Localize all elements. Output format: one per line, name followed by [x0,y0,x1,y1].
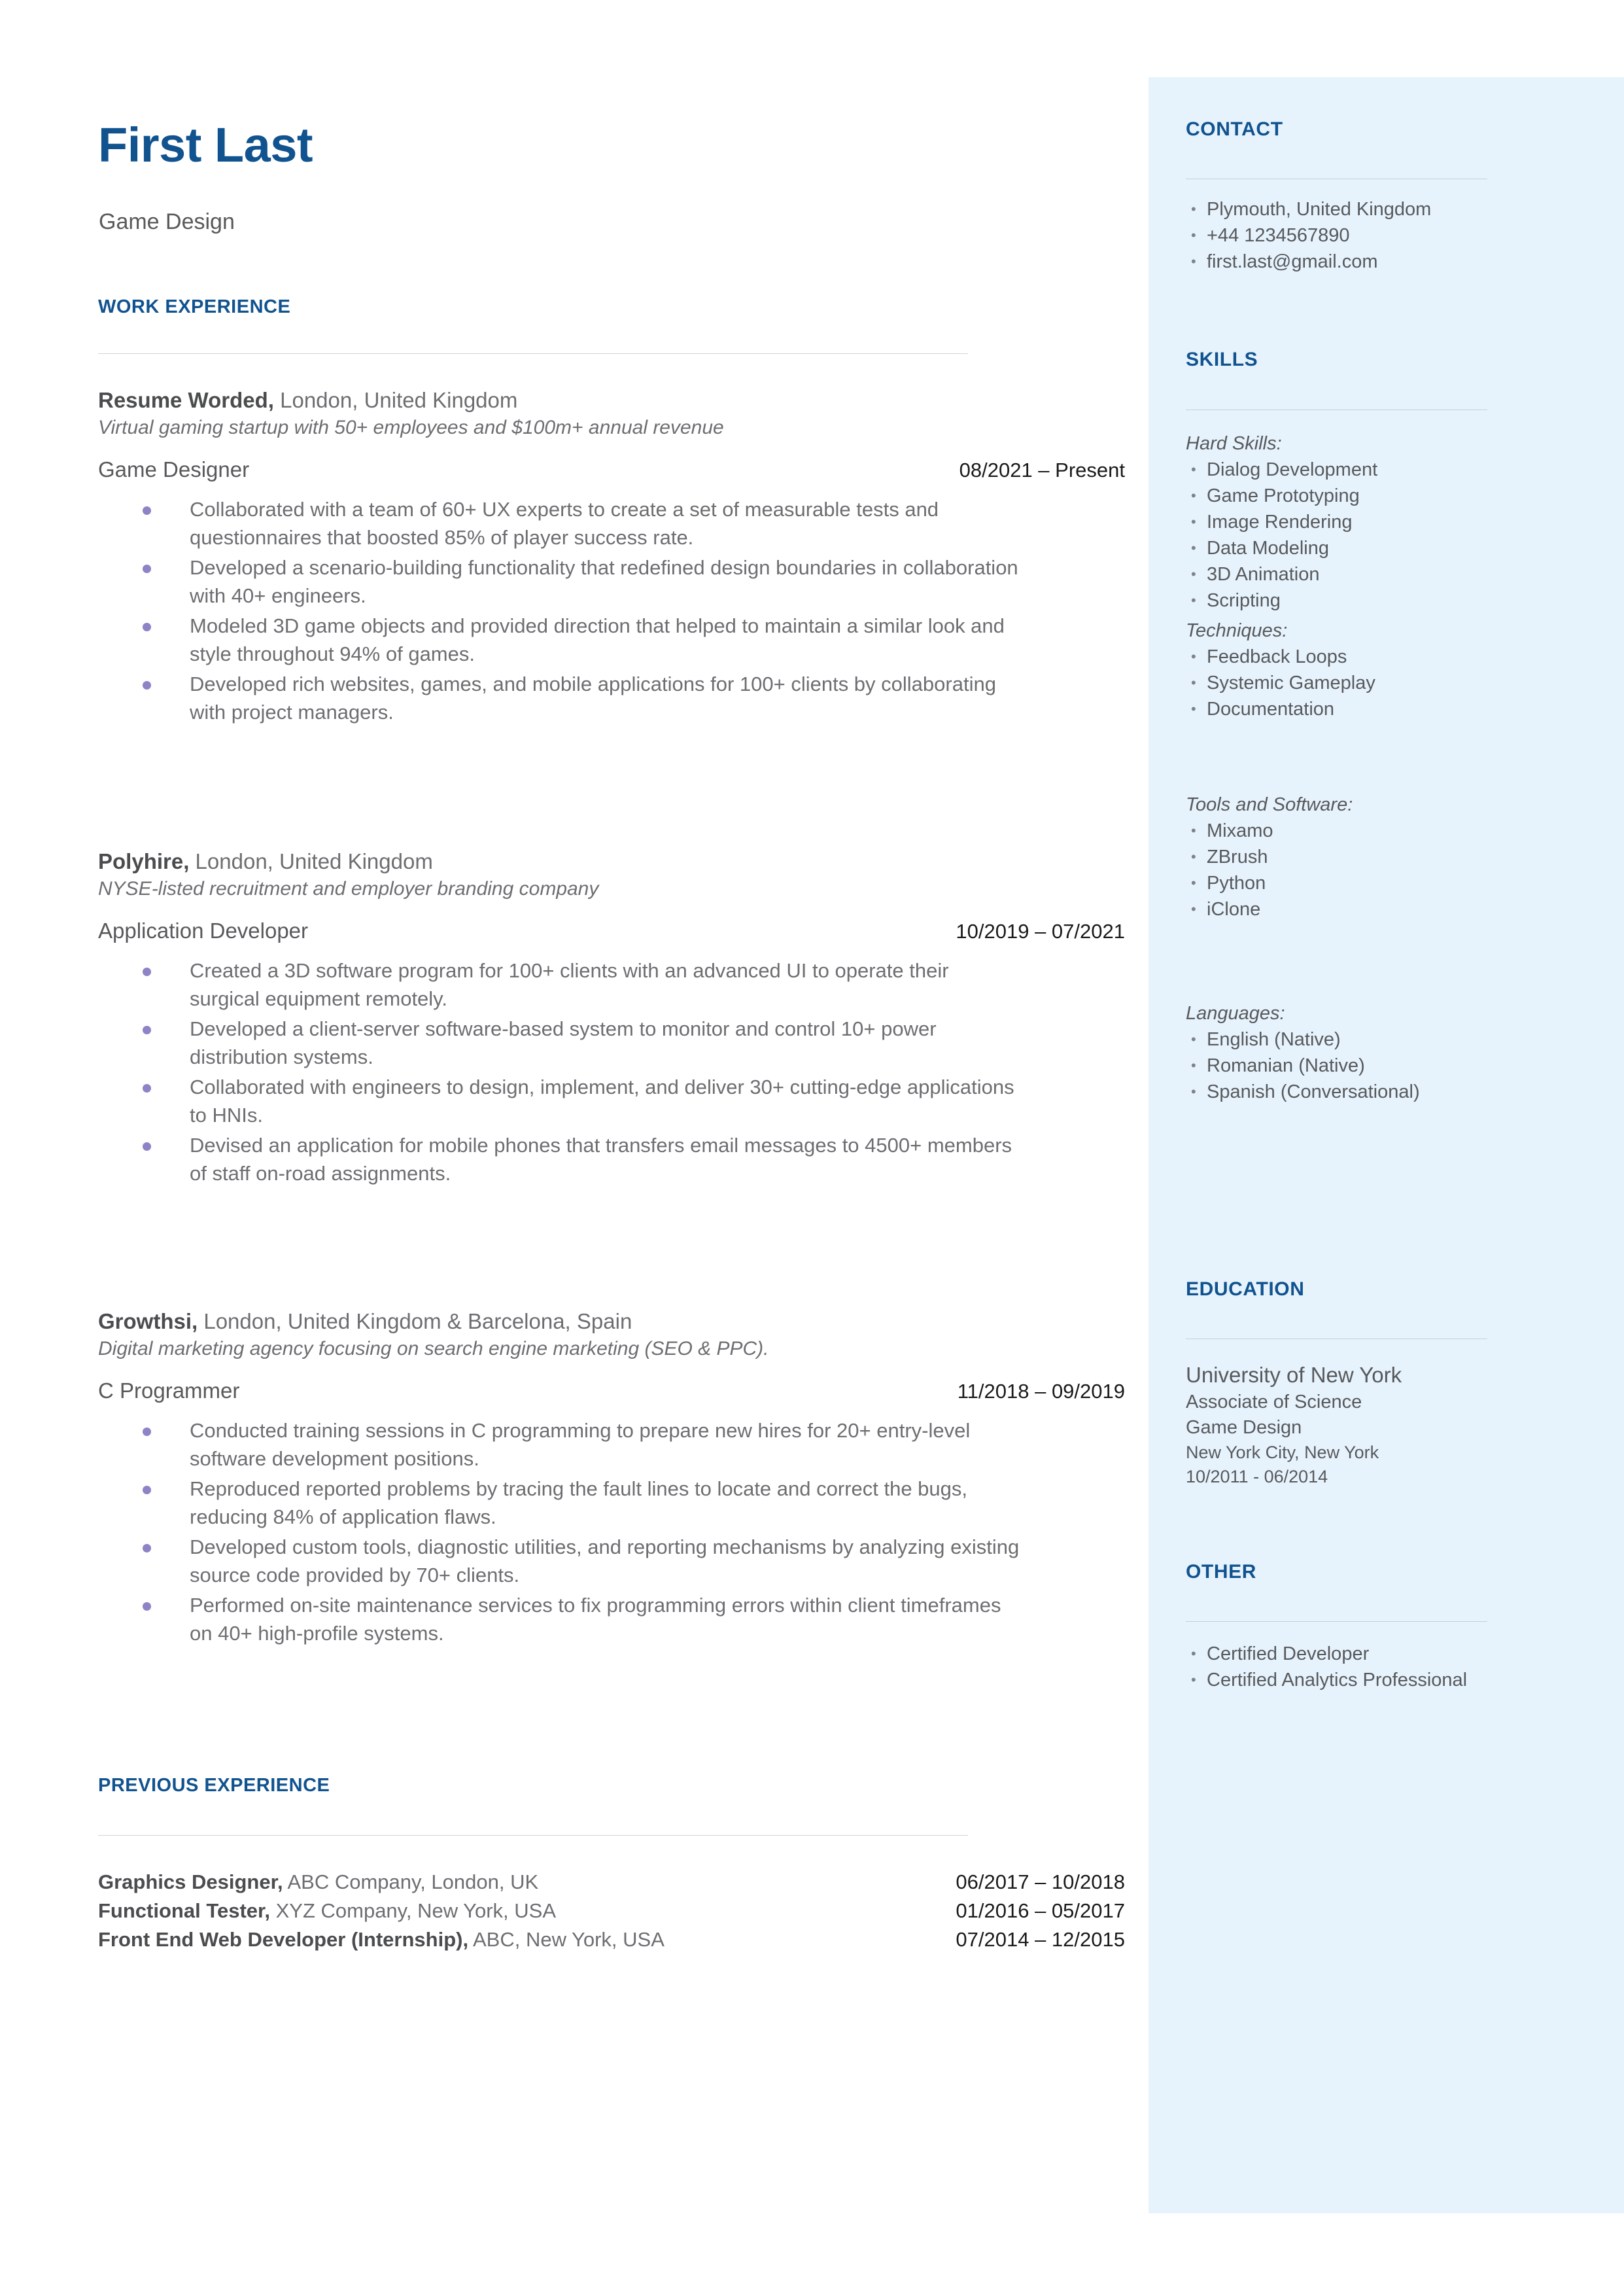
contact-item-location: • Plymouth, United Kingdom [1186,196,1431,222]
skill-group-techniques [1186,618,1375,722]
divider-work-experience [98,353,968,354]
divider-previous-experience [98,1835,968,1836]
job-role-dates: 11/2018 – 09/2019 [957,1380,1125,1403]
education-entry [1186,1361,1402,1489]
job-company-name: Growthsi, [98,1309,198,1333]
job-bullet-list [98,495,1020,726]
job-bullet: Developed custom tools, diagnostic utilities, and reporting mechanisms by analyzing existing source code provided by 70+ clients. [98,1533,1020,1589]
skill-item: • Python [1186,870,1353,896]
other-item: • Certified Analytics Professional [1186,1667,1493,1693]
skill-item: • 3D Animation [1186,561,1377,587]
job-bullet: Developed a scenario-building functionality that redefined design boundaries in collaboration with 40+ engineers. [98,553,1020,610]
job-entry [98,386,1125,728]
previous-role-dates: 07/2014 – 12/2015 [956,1928,1125,1951]
skill-item: • ZBrush [1186,844,1353,870]
skill-group-label: Techniques: [1186,620,1288,641]
other-list [1186,1641,1493,1693]
contact-item-phone[interactable]: • +44 1234567890 [1186,222,1431,249]
job-bullet: Modeled 3D game objects and provided direction that helped to maintain a similar look and style throughout 94% of games. [98,612,1020,668]
previous-role-line [98,1868,538,1897]
skill-group-label: Hard Skills: [1186,433,1282,454]
skill-group-list [1186,1026,1420,1105]
job-bullet: Performed on-site maintenance services to fix programming errors within client timeframes on 40+ high-profile systems. [98,1591,1020,1647]
job-bullet: Reproduced reported problems by tracing the fault lines to locate and correct the bugs, reducing 84% of application flaws. [98,1475,1020,1531]
education-school: University of New York [1186,1363,1402,1387]
skill-item: • Systemic Gameplay [1186,670,1375,696]
job-role-row [98,455,1125,485]
skill-item: • Image Rendering [1186,509,1377,535]
section-heading-work-experience: WORK EXPERIENCE [98,296,291,317]
job-bullet-list [98,1416,1020,1647]
previous-role-line [98,1897,556,1925]
job-role-row [98,1376,1125,1406]
skill-group-label: Languages: [1186,1003,1285,1024]
job-role-row [98,917,1125,946]
job-company-line [98,847,1125,876]
skill-group-languages [1186,1000,1420,1105]
job-company-line [98,386,1125,415]
previous-role-dates: 06/2017 – 10/2018 [956,1870,1125,1893]
job-bullet-list [98,956,1020,1187]
job-role-title: Application Developer [98,919,309,943]
skill-item: • Documentation [1186,696,1375,722]
header-subtitle: Game Design [99,209,235,234]
previous-experience-row [98,1897,1125,1925]
sidebar-heading-other: OTHER [1186,1561,1256,1583]
skill-group-list [1186,457,1377,614]
previous-role-line [98,1925,665,1954]
job-company-name: Resume Worded, [98,388,274,412]
previous-role-title: Graphics Designer, [98,1870,283,1893]
job-bullet: Collaborated with a team of 60+ UX experts to create a set of measurable tests and questionnaires that boosted 85% of player success rate. [98,495,1020,552]
education-field: Game Design [1186,1417,1302,1438]
contact-item-email[interactable]: • first.last@gmail.com [1186,249,1431,275]
skill-group-list [1186,644,1375,722]
page-title: First Last [98,118,313,172]
job-entry [98,1307,1125,1649]
job-bullet: Created a 3D software program for 100+ clients with an advanced UI to operate their surgical equipment remotely. [98,956,1020,1013]
previous-experience-list [98,1868,1125,1954]
job-company-description: NYSE-listed recruitment and employer branding company [98,878,599,900]
previous-role-detail: ABC, New York, USA [468,1928,665,1951]
skill-group-tools [1186,792,1353,922]
job-bullet: Devised an application for mobile phones that transfers email messages to 4500+ members of staff on-road assignments. [98,1131,1020,1187]
skill-item: • iClone [1186,896,1353,922]
job-bullet: Collaborated with engineers to design, implement, and deliver 30+ cutting-edge applications to HNIs. [98,1073,1020,1129]
skill-item: • Scripting [1186,587,1377,614]
sidebar-heading-skills: SKILLS [1186,349,1258,370]
job-company-location: London, United Kingdom & Barcelona, Spain [198,1309,632,1333]
job-company-location: London, United Kingdom [273,388,518,412]
previous-role-detail: ABC Company, London, UK [283,1870,539,1893]
job-bullet: Developed rich websites, games, and mobile applications for 100+ clients by collaborating with project managers. [98,670,1020,726]
previous-experience-row [98,1868,1125,1897]
education-dates: 10/2011 - 06/2014 [1186,1467,1328,1486]
previous-role-dates: 01/2016 – 05/2017 [956,1899,1125,1922]
job-role-title: C Programmer [98,1378,240,1403]
other-item: • Certified Developer [1186,1641,1493,1667]
job-company-description: Virtual gaming startup with 50+ employees and $100m+ annual revenue [98,417,724,438]
job-company-name: Polyhire, [98,849,190,873]
previous-role-title: Front End Web Developer (Internship), [98,1928,469,1951]
skill-group-list [1186,818,1353,922]
job-role-title: Game Designer [98,457,250,482]
language-item: • English (Native) [1186,1026,1420,1053]
job-bullet: Conducted training sessions in C programming to prepare new hires for 20+ entry-level software development positions. [98,1416,1020,1473]
job-entry [98,847,1125,1189]
job-company-location: London, United Kingdom [189,849,433,873]
education-degree: Associate of Science [1186,1392,1362,1412]
job-role-dates: 10/2019 – 07/2021 [956,920,1125,943]
language-item: • Romanian (Native) [1186,1053,1420,1079]
contact-list [1186,196,1431,275]
language-item: • Spanish (Conversational) [1186,1079,1420,1105]
skill-item: • Dialog Development [1186,457,1377,483]
job-role-dates: 08/2021 – Present [959,459,1125,482]
section-heading-previous-experience: PREVIOUS EXPERIENCE [98,1775,330,1796]
skill-item: • Feedback Loops [1186,644,1375,670]
job-bullet: Developed a client-server software-based system to monitor and control 10+ power distribution systems. [98,1015,1020,1071]
skill-item: • Mixamo [1186,818,1353,844]
job-company-line [98,1307,1125,1336]
education-location: New York City, New York [1186,1443,1379,1462]
previous-role-title: Functional Tester, [98,1899,270,1922]
job-company-description: Digital marketing agency focusing on search engine marketing (SEO & PPC). [98,1338,769,1359]
previous-role-detail: XYZ Company, New York, USA [269,1899,557,1922]
divider-other [1186,1621,1487,1622]
skill-item: • Game Prototyping [1186,483,1377,509]
skill-item: • Data Modeling [1186,535,1377,561]
skill-group-label: Tools and Software: [1186,794,1353,815]
sidebar-heading-education: EDUCATION [1186,1278,1305,1300]
skill-group-hard-skills [1186,430,1377,614]
previous-experience-row [98,1925,1125,1954]
sidebar-heading-contact: CONTACT [1186,118,1283,140]
sidebar-panel [1149,77,1624,2213]
